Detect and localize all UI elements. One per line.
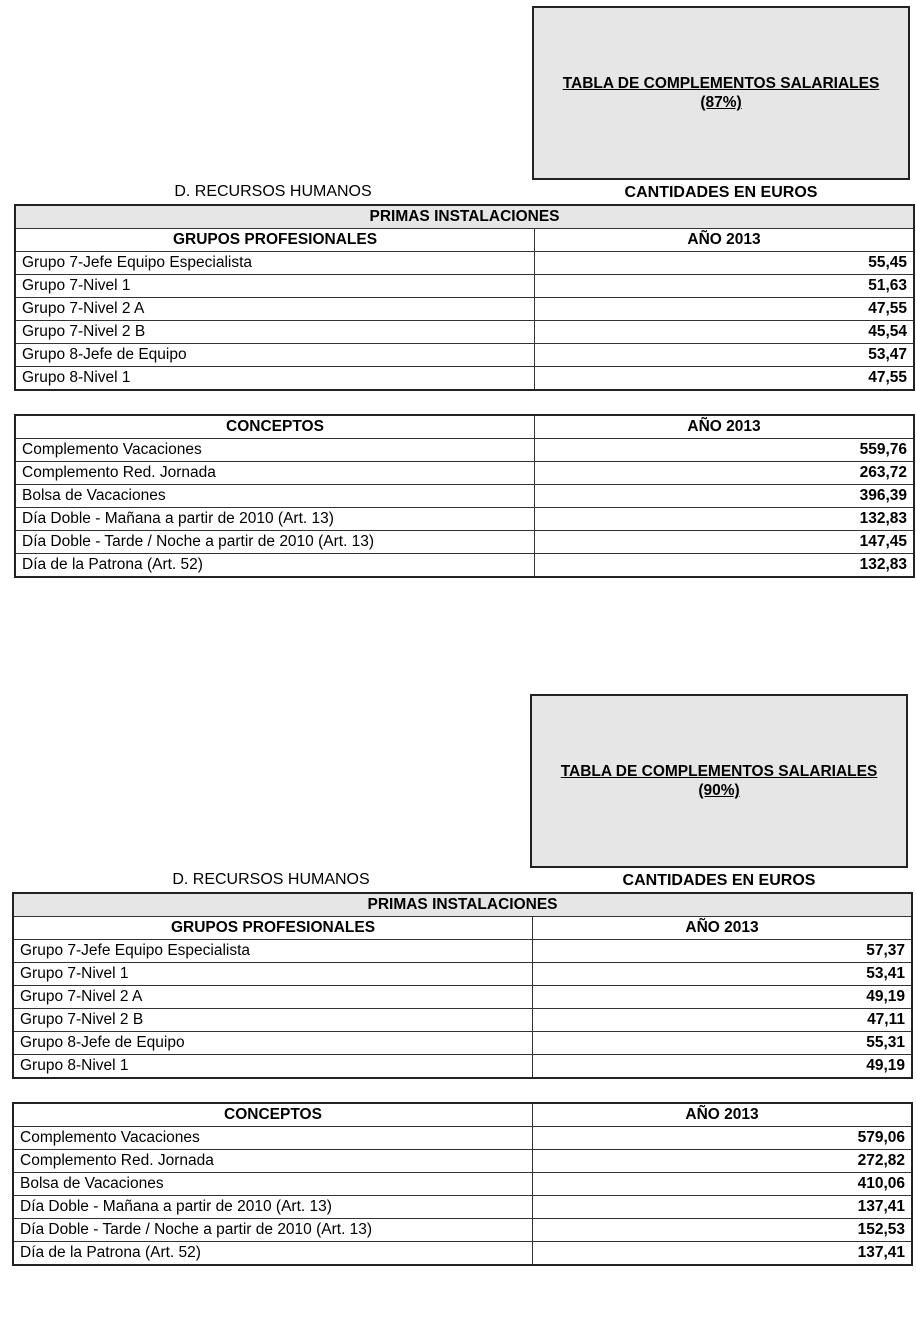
row-label: Complemento Vacaciones	[15, 439, 535, 462]
table-title-percent: (90%)	[698, 782, 740, 799]
row-label: Bolsa de Vacaciones	[13, 1173, 533, 1196]
table-header-row	[13, 1103, 912, 1127]
table-header-row	[15, 415, 914, 439]
row-label: Bolsa de Vacaciones	[15, 485, 535, 508]
table-row	[13, 963, 912, 986]
row-label: Grupo 7-Nivel 2 B	[15, 321, 535, 344]
row-value: 137,41	[533, 1242, 913, 1266]
row-value: 272,82	[533, 1150, 913, 1173]
conceptos-table	[14, 414, 915, 578]
column-header-year: AÑO 2013	[533, 1103, 913, 1127]
row-value: 51,63	[535, 275, 915, 298]
row-value: 49,19	[533, 986, 913, 1009]
table-row	[13, 1173, 912, 1196]
row-value: 47,11	[533, 1009, 913, 1032]
row-label: Grupo 8-Jefe de Equipo	[13, 1032, 533, 1055]
table-row	[13, 1219, 912, 1242]
row-value: 49,19	[533, 1055, 913, 1079]
row-value: 53,41	[533, 963, 913, 986]
primas-table	[14, 204, 915, 391]
table-row	[13, 1127, 912, 1150]
row-label: Grupo 7-Nivel 2 A	[15, 298, 535, 321]
amounts-label: CANTIDADES EN EUROS	[530, 870, 908, 892]
row-value: 45,54	[535, 321, 915, 344]
row-label: Día de la Patrona (Art. 52)	[13, 1242, 533, 1266]
table-row	[13, 940, 912, 963]
row-label: Grupo 7-Nivel 2 B	[13, 1009, 533, 1032]
row-label: Complemento Red. Jornada	[13, 1150, 533, 1173]
row-label: Día Doble - Tarde / Noche a partir de 2010 (Art. 13)	[15, 531, 535, 554]
table-title-box	[530, 694, 908, 868]
row-label: Grupo 7-Nivel 1	[13, 963, 533, 986]
table-row	[15, 252, 914, 275]
table-row	[15, 439, 914, 462]
row-value: 559,76	[535, 439, 915, 462]
row-value: 579,06	[533, 1127, 913, 1150]
table-header-row	[15, 229, 914, 252]
table-row	[13, 1196, 912, 1219]
table-row	[15, 367, 914, 391]
department-label: D. RECURSOS HUMANOS	[174, 183, 372, 200]
table-title-percent: (87%)	[700, 94, 742, 111]
row-label: Día Doble - Mañana a partir de 2010 (Art. 13)	[15, 508, 535, 531]
primas-banner: PRIMAS INSTALACIONES	[13, 893, 912, 917]
column-header-year: AÑO 2013	[533, 917, 913, 940]
column-header-concepts: CONCEPTOS	[13, 1103, 533, 1127]
row-label: Grupo 8-Nivel 1	[15, 367, 535, 391]
row-value: 263,72	[535, 462, 915, 485]
row-label: Día de la Patrona (Art. 52)	[15, 554, 535, 578]
column-header-concepts: CONCEPTOS	[15, 415, 535, 439]
row-value: 47,55	[535, 367, 915, 391]
table-row	[13, 986, 912, 1009]
row-value: 47,55	[535, 298, 915, 321]
table-row	[15, 462, 914, 485]
row-label: Grupo 7-Jefe Equipo Especialista	[15, 252, 535, 275]
table-row	[15, 554, 914, 578]
row-value: 55,45	[535, 252, 915, 275]
primas-table	[12, 892, 913, 1079]
primas-banner: PRIMAS INSTALACIONES	[15, 205, 914, 229]
table-title: TABLA DE COMPLEMENTOS SALARIALES	[560, 763, 878, 780]
row-label: Complemento Red. Jornada	[15, 462, 535, 485]
column-header-groups: GRUPOS PROFESIONALES	[13, 917, 533, 940]
row-label: Grupo 7-Nivel 2 A	[13, 986, 533, 1009]
row-value: 137,41	[533, 1196, 913, 1219]
table-row	[15, 321, 914, 344]
column-header-year: AÑO 2013	[535, 415, 915, 439]
row-label: Día Doble - Mañana a partir de 2010 (Art. 13)	[13, 1196, 533, 1219]
row-value: 152,53	[533, 1219, 913, 1242]
department-label: D. RECURSOS HUMANOS	[172, 871, 370, 888]
table-row	[13, 1242, 912, 1266]
table-row	[15, 508, 914, 531]
row-value: 410,06	[533, 1173, 913, 1196]
table-row	[15, 298, 914, 321]
row-label: Grupo 8-Nivel 1	[13, 1055, 533, 1079]
conceptos-table	[12, 1102, 913, 1266]
section-87	[0, 0, 916, 600]
row-label: Día Doble - Tarde / Noche a partir de 2010 (Art. 13)	[13, 1219, 533, 1242]
table-title: TABLA DE COMPLEMENTOS SALARIALES	[562, 75, 880, 92]
row-value: 53,47	[535, 344, 915, 367]
table-header-row	[13, 917, 912, 940]
table-row	[15, 344, 914, 367]
row-value: 132,83	[535, 554, 915, 578]
table-row	[15, 531, 914, 554]
table-title-box	[532, 6, 910, 180]
row-label: Grupo 7-Nivel 1	[15, 275, 535, 298]
row-label: Grupo 7-Jefe Equipo Especialista	[13, 940, 533, 963]
table-row	[13, 1150, 912, 1173]
column-header-groups: GRUPOS PROFESIONALES	[15, 229, 535, 252]
table-row	[13, 1009, 912, 1032]
primas-banner-row	[15, 205, 914, 229]
row-value: 147,45	[535, 531, 915, 554]
row-label: Complemento Vacaciones	[13, 1127, 533, 1150]
section-90	[0, 688, 916, 1288]
amounts-label: CANTIDADES EN EUROS	[532, 182, 910, 204]
column-header-year: AÑO 2013	[535, 229, 915, 252]
primas-banner-row	[13, 893, 912, 917]
row-label: Grupo 8-Jefe de Equipo	[15, 344, 535, 367]
row-value: 132,83	[535, 508, 915, 531]
row-value: 396,39	[535, 485, 915, 508]
table-row	[15, 275, 914, 298]
table-row	[13, 1055, 912, 1079]
table-row	[15, 485, 914, 508]
row-value: 55,31	[533, 1032, 913, 1055]
table-row	[13, 1032, 912, 1055]
row-value: 57,37	[533, 940, 913, 963]
